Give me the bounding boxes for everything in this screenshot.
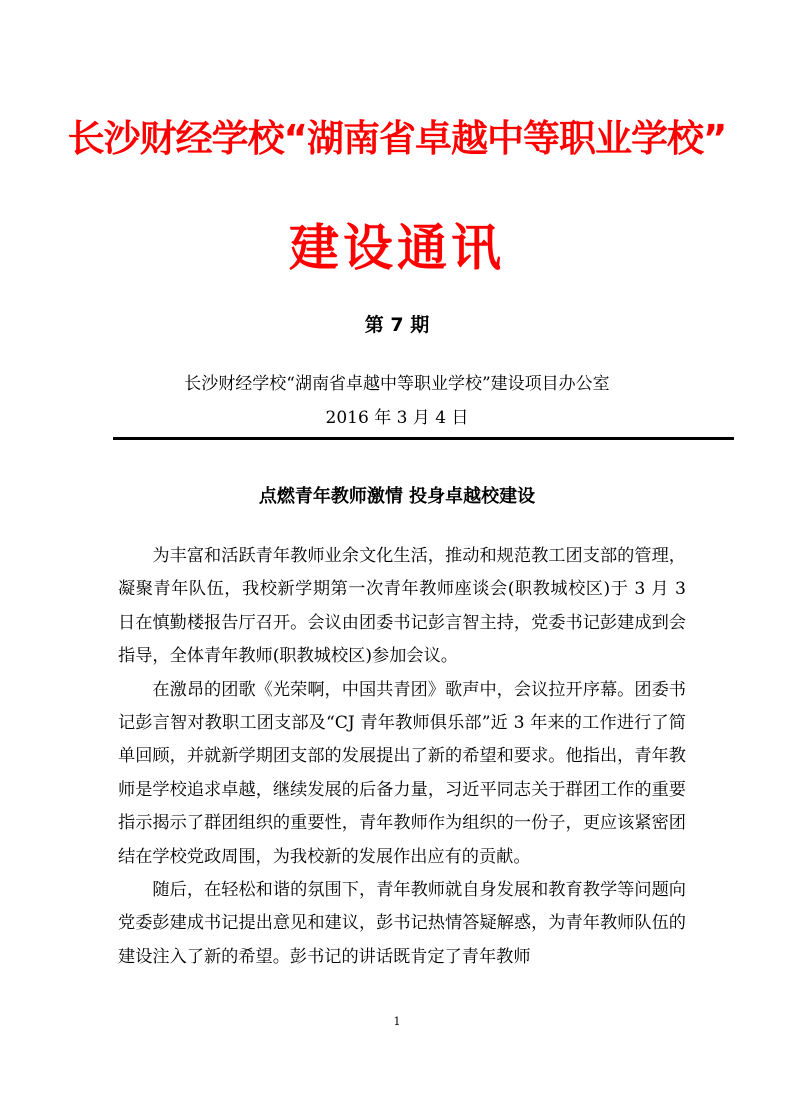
article-paragraph: 在激昂的团歌《光荣啊，中国共青团》歌声中，会议拉开序幕。团委书记彭言智对教职工团支部及“CJ 青年教师俱乐部”近 3 年来的工作进行了简单回顾，并就新学期团支部的发展提出了新的希望和要求。他指出，青年教师是学校追求卓越，继续发展的后备力量，习近平同志关于群团工作的重要指示揭示了群团组织的重要性，青年教师作为组织的一份子，更应该紧密团结在学校党政周围，为我校新的发展作出应有的贡献。: [118, 679, 686, 867]
article-title: 点燃青年教师激情 投身卓越校建设: [258, 486, 536, 507]
newsletter-title-main: 建设通讯: [289, 219, 505, 277]
article-body: [118, 540, 686, 974]
header-divider: [113, 437, 734, 440]
article-paragraph: 随后，在轻松和谐的氛围下，青年教师就自身发展和教育教学等问题向党委彭建成书记提出意见和建议，彭书记热情答疑解惑，为青年教师队伍的建设注入了新的希望。彭书记的讲话既肯定了青年教师: [118, 880, 686, 967]
publish-date: 2016 年 3 月 4 日: [325, 408, 469, 428]
newsletter-title-school: 长沙财经学校“湖南省卓越中等职业学校”: [67, 117, 727, 160]
article-paragraph: 为丰富和活跃青年教师业余文化生活，推动和规范教工团支部的管理，凝聚青年队伍，我校新学期第一次青年教师座谈会(职教城校区)于 3 月 3 日在慎勤楼报告厅召开。会议由团委书记彭言智主持，党委书记彭建成到会指导，全体青年教师(职教城校区)参加会议。: [118, 546, 686, 667]
page-number: 1: [393, 1015, 401, 1028]
publisher-office: 长沙财经学校“湖南省卓越中等职业学校”建设项目办公室: [184, 374, 610, 394]
issue-number: 第 7 期: [364, 314, 430, 336]
